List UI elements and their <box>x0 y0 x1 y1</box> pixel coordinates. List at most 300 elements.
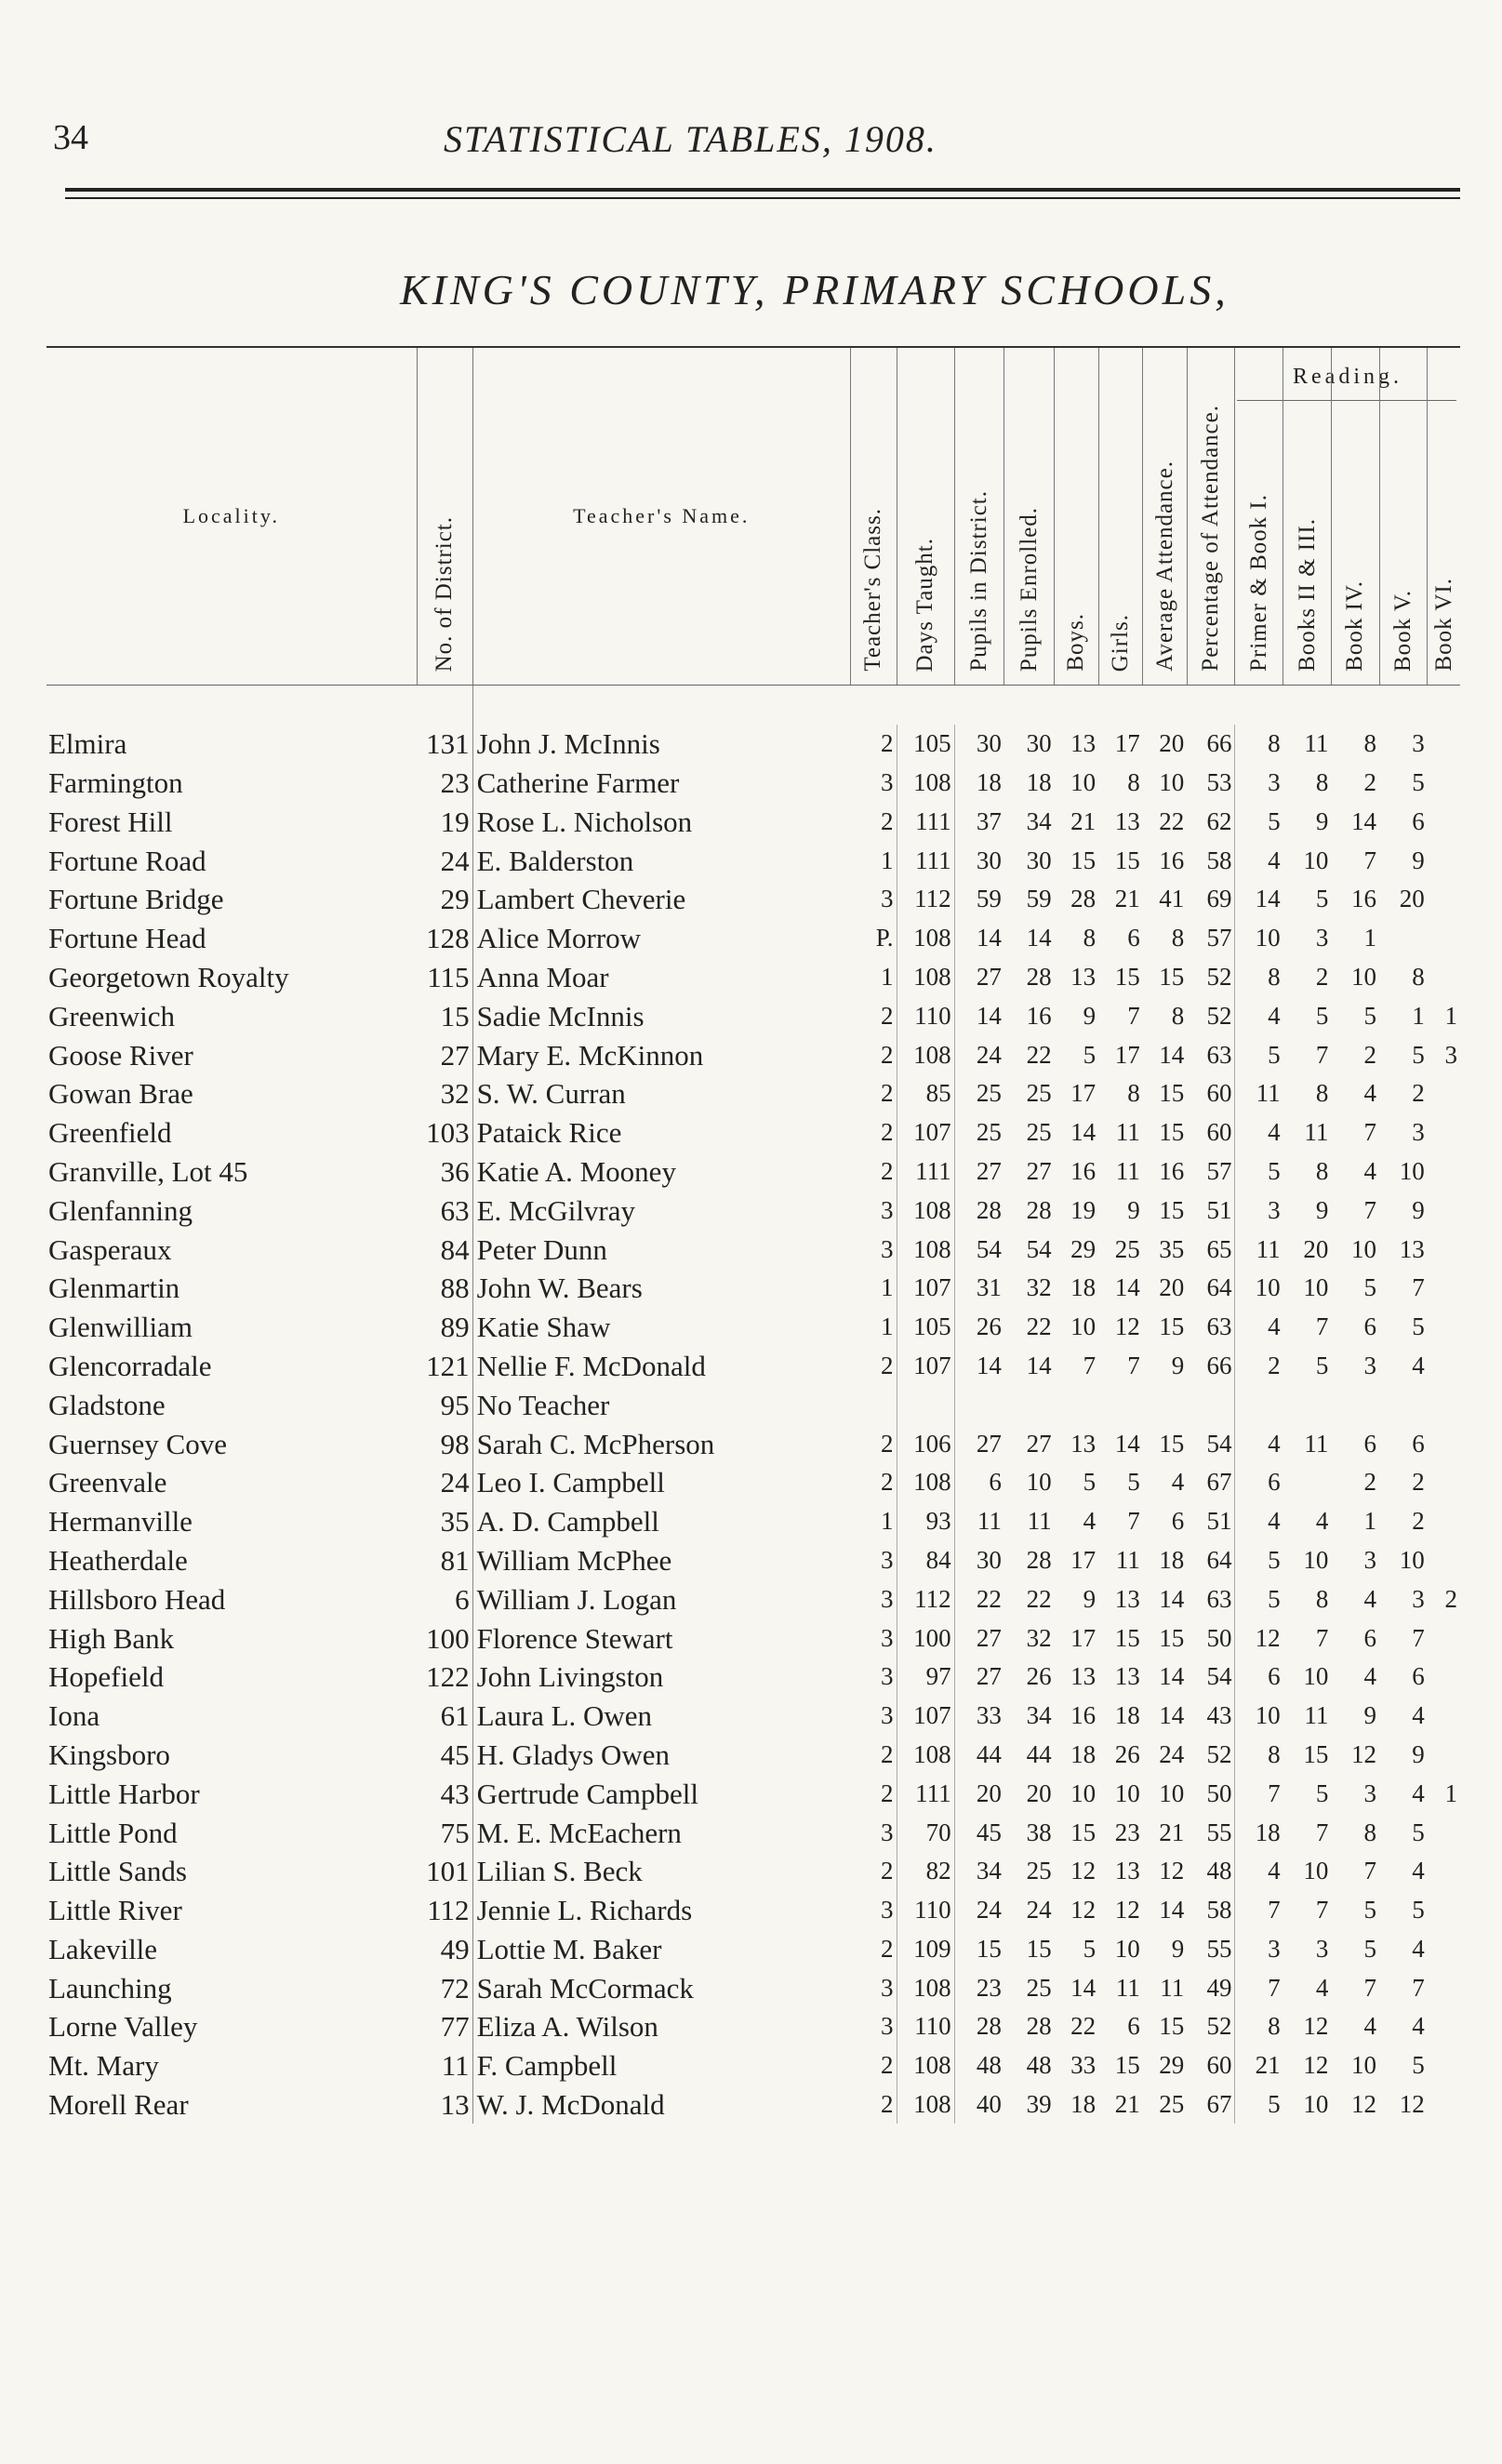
district-cell: 6 <box>455 1582 470 1616</box>
book-5-cell: 5 <box>1412 1312 1425 1341</box>
book-6-cell <box>1428 1113 1460 1152</box>
girls-cell: 25 <box>1114 1234 1140 1263</box>
teacher-cell: Peter Dunn <box>472 1230 850 1269</box>
days-taught-cell: 108 <box>897 1968 954 2007</box>
days-taught-cell: 108 <box>897 2085 954 2124</box>
teacher-cell: Sarah C. McPherson <box>472 1424 850 1463</box>
girls-cell: 21 <box>1114 2090 1140 2119</box>
table-row <box>47 1074 1460 1113</box>
girls-cell: 6 <box>1127 924 1140 952</box>
pupils-enrolled-cell: 16 <box>1026 1001 1052 1030</box>
book-5-cell: 5 <box>1412 1040 1425 1069</box>
pupils-enrolled-cell: 22 <box>1026 1584 1052 1613</box>
pct-attendance-cell: 55 <box>1206 1934 1232 1963</box>
district-cell: 29 <box>440 883 470 916</box>
boys-cell: 8 <box>1083 924 1097 952</box>
spacer-cell <box>1331 686 1379 725</box>
girls-cell: 15 <box>1114 846 1140 874</box>
teacher-cell: Leo I. Campbell <box>472 1463 850 1502</box>
girls-cell: 26 <box>1114 1739 1140 1768</box>
pct-attendance-cell: 50 <box>1206 1623 1232 1652</box>
books-2-3-cell: 2 <box>1315 962 1329 991</box>
book-6-cell: 2 <box>1444 1584 1457 1613</box>
books-2-3-cell: 10 <box>1303 846 1329 874</box>
pupils-district-cell: 59 <box>954 880 1004 919</box>
pct-attendance-cell: 51 <box>1206 1195 1232 1224</box>
pupils-enrolled-cell: 22 <box>1026 1312 1052 1341</box>
pupils-enrolled-cell: 28 <box>1026 962 1052 991</box>
days-taught-cell: 85 <box>897 1074 954 1113</box>
avg-attendance-cell: 10 <box>1159 767 1185 796</box>
pupils-district-cell: 30 <box>954 841 1004 880</box>
locality-cell: Glenwilliam <box>48 1311 193 1344</box>
district-cell: 15 <box>440 999 470 1032</box>
primer-cell: 5 <box>1235 2085 1283 2124</box>
book-5-cell: 3 <box>1412 1584 1425 1613</box>
book-4-cell: 16 <box>1351 885 1377 913</box>
boys-cell: 28 <box>1070 885 1097 913</box>
avg-attendance-cell: 35 <box>1159 1234 1185 1263</box>
col-teacher-class: Teacher's Class. <box>850 347 897 686</box>
primer-cell: 3 <box>1235 764 1283 803</box>
teacher-class-cell: 2 <box>881 1468 894 1497</box>
table-row <box>47 2085 1460 2124</box>
table-row <box>47 1852 1460 1891</box>
pct-attendance-cell: 64 <box>1206 1545 1232 1574</box>
spacer-cell <box>1004 686 1055 725</box>
pupils-enrolled-cell: 25 <box>1026 1973 1052 2002</box>
pct-attendance-cell: 67 <box>1206 2090 1232 2119</box>
book-5-cell: 5 <box>1412 1818 1425 1846</box>
pct-attendance-cell: 52 <box>1206 1001 1232 1030</box>
district-cell: 36 <box>440 1154 470 1188</box>
teacher-class-cell: 2 <box>881 1351 894 1379</box>
teacher-cell: Jennie L. Richards <box>472 1891 850 1930</box>
book-6-cell <box>1428 1891 1460 1930</box>
locality-cell: Fortune Road <box>48 844 206 877</box>
avg-attendance-cell: 4 <box>1171 1468 1185 1497</box>
books-2-3-cell: 5 <box>1315 885 1329 913</box>
book-6-cell <box>1428 1347 1460 1386</box>
col-pupils-district: Pupils in District. <box>954 347 1004 686</box>
locality-cell: Granville, Lot 45 <box>48 1154 248 1188</box>
boys-cell: 17 <box>1070 1623 1097 1652</box>
books-2-3-cell: 5 <box>1315 1001 1329 1030</box>
district-cell: 77 <box>440 2010 470 2044</box>
boys-cell: 18 <box>1070 1739 1097 1768</box>
col-book-4: Book IV. <box>1331 347 1379 686</box>
pupils-district-cell: 23 <box>954 1968 1004 2007</box>
primer-cell: 2 <box>1235 1347 1283 1386</box>
days-taught-cell: 100 <box>897 1618 954 1658</box>
col-book-5: Book V. <box>1379 347 1428 686</box>
teacher-cell: John Livingston <box>472 1658 850 1697</box>
primer-cell: 10 <box>1235 919 1283 958</box>
locality-cell: Lakeville <box>48 1932 158 1965</box>
teacher-class-cell: 2 <box>881 2051 894 2080</box>
locality-cell: Hermanville <box>48 1505 193 1538</box>
books-2-3-cell: 10 <box>1303 1545 1329 1574</box>
book-6-cell <box>1428 764 1460 803</box>
pct-attendance-cell: 54 <box>1206 1429 1232 1458</box>
book-4-cell: 3 <box>1363 1351 1377 1379</box>
pct-attendance-cell: 52 <box>1206 1739 1232 1768</box>
boys-cell: 29 <box>1070 1234 1097 1263</box>
girls-cell: 14 <box>1114 1273 1140 1302</box>
books-2-3-cell: 15 <box>1303 1739 1329 1768</box>
book-5-cell: 6 <box>1412 1429 1425 1458</box>
table-row <box>47 1463 1460 1502</box>
primer-cell: 4 <box>1235 1308 1283 1347</box>
teacher-class-cell: 3 <box>881 1973 894 2002</box>
boys-cell: 21 <box>1070 806 1097 835</box>
primer-cell: 8 <box>1235 1736 1283 1775</box>
days-taught-cell: 108 <box>897 1191 954 1230</box>
pupils-district-cell: 45 <box>954 1813 1004 1852</box>
district-cell: 43 <box>440 1777 470 1810</box>
table-row <box>47 1347 1460 1386</box>
book-4-cell: 2 <box>1363 1040 1377 1069</box>
locality-cell: Little Harbor <box>48 1777 200 1810</box>
table-row <box>47 1774 1460 1813</box>
pct-attendance-cell: 63 <box>1206 1584 1232 1613</box>
teacher-class-cell: 2 <box>881 2090 894 2119</box>
book-5-cell: 6 <box>1412 806 1425 835</box>
pupils-district-cell: 40 <box>954 2085 1004 2124</box>
pct-attendance-cell: 60 <box>1206 1079 1232 1108</box>
table-row <box>47 1579 1460 1618</box>
book-4-cell: 5 <box>1363 1001 1377 1030</box>
spacer-cell <box>954 686 1004 725</box>
book-4-cell: 7 <box>1363 1973 1377 2002</box>
teacher-cell: Mary E. McKinnon <box>472 1035 850 1074</box>
pupils-enrolled-cell: 20 <box>1026 1778 1052 1807</box>
avg-attendance-cell: 15 <box>1159 2012 1185 2041</box>
book-4-cell: 10 <box>1351 2051 1377 2080</box>
days-taught-cell: 110 <box>897 996 954 1035</box>
statistics-table-wrap <box>47 346 1460 2124</box>
locality-cell: Glencorradale <box>48 1349 212 1382</box>
pupils-district-cell: 34 <box>954 1852 1004 1891</box>
girls-cell: 17 <box>1114 1040 1140 1069</box>
locality-cell: Hillsboro Head <box>48 1582 226 1616</box>
book-5-cell <box>1379 919 1428 958</box>
book-4-cell: 2 <box>1363 1468 1377 1497</box>
avg-attendance-cell: 15 <box>1159 1623 1185 1652</box>
locality-cell: Gasperaux <box>48 1232 172 1266</box>
boys-cell: 15 <box>1070 1818 1097 1846</box>
primer-cell: 4 <box>1235 996 1283 1035</box>
pct-attendance-cell: 66 <box>1206 1351 1232 1379</box>
pct-attendance-cell: 53 <box>1206 767 1232 796</box>
days-taught-cell: 97 <box>897 1658 954 1697</box>
days-taught-cell: 108 <box>897 958 954 997</box>
book-4-cell: 4 <box>1363 1662 1377 1691</box>
pupils-district-cell: 37 <box>954 802 1004 841</box>
boys-cell: 17 <box>1070 1545 1097 1574</box>
district-cell: 128 <box>426 922 470 955</box>
teacher-cell: E. McGilvray <box>472 1191 850 1230</box>
boys-cell: 12 <box>1070 1896 1097 1925</box>
avg-attendance-cell: 15 <box>1159 1312 1185 1341</box>
books-2-3-cell: 10 <box>1303 1273 1329 1302</box>
avg-attendance-cell: 15 <box>1159 1079 1185 1108</box>
pupils-enrolled-cell: 27 <box>1026 1156 1052 1185</box>
book-4-cell: 4 <box>1363 1156 1377 1185</box>
days-taught-cell: 105 <box>897 1308 954 1347</box>
primer-cell: 4 <box>1235 1502 1283 1541</box>
book-6-cell <box>1428 1618 1460 1658</box>
district-cell: 131 <box>426 727 470 761</box>
teacher-class-cell: 3 <box>881 1662 894 1691</box>
pupils-enrolled-cell: 25 <box>1026 1118 1052 1147</box>
girls-cell <box>1098 1385 1143 1424</box>
pupils-enrolled-cell: 25 <box>1026 1857 1052 1885</box>
pct-attendance-cell: 55 <box>1206 1818 1232 1846</box>
book-4-cell: 6 <box>1363 1429 1377 1458</box>
locality-cell: Fortune Head <box>48 922 206 955</box>
pupils-enrolled-cell: 10 <box>1026 1468 1052 1497</box>
locality-cell: Little Sands <box>48 1855 187 1888</box>
table-title: KING'S COUNTY, PRIMARY SCHOOLS, <box>400 266 1230 313</box>
pupils-enrolled-cell: 48 <box>1026 2051 1052 2080</box>
pupils-district-cell: 24 <box>954 1035 1004 1074</box>
teacher-class-cell: 2 <box>881 1079 894 1108</box>
teacher-cell: F. Campbell <box>472 2046 850 2085</box>
col-boys: Boys. <box>1055 347 1099 686</box>
book-6-cell <box>1428 1463 1460 1502</box>
table-row <box>47 1968 1460 2007</box>
books-2-3-cell: 7 <box>1315 1312 1329 1341</box>
books-2-3-cell: 10 <box>1303 2090 1329 2119</box>
pupils-enrolled-cell: 11 <box>1027 1507 1052 1536</box>
primer-cell: 6 <box>1235 1463 1283 1502</box>
teacher-class-cell: 2 <box>881 1857 894 1885</box>
table-row <box>47 1269 1460 1308</box>
primer-cell: 11 <box>1235 1074 1283 1113</box>
table-row <box>47 2046 1460 2085</box>
books-2-3-cell: 7 <box>1315 1896 1329 1925</box>
teacher-cell: Katie Shaw <box>472 1308 850 1347</box>
avg-attendance-cell: 11 <box>1160 1973 1185 2002</box>
book-6-cell <box>1428 2085 1460 2124</box>
pupils-district-cell: 54 <box>954 1230 1004 1269</box>
book-5-cell: 20 <box>1399 885 1425 913</box>
teacher-class-cell: P. <box>875 924 894 952</box>
teacher-class-cell: 2 <box>881 806 894 835</box>
table-row <box>47 1385 1460 1424</box>
teacher-cell: Catherine Farmer <box>472 764 850 803</box>
avg-attendance-cell <box>1143 1385 1188 1424</box>
book-5-cell: 2 <box>1412 1507 1425 1536</box>
book-6-cell <box>1428 1308 1460 1347</box>
locality-cell: Hopefield <box>48 1660 164 1694</box>
pupils-enrolled-cell <box>1004 1385 1055 1424</box>
table-row <box>47 2007 1460 2046</box>
girls-cell: 8 <box>1127 1079 1140 1108</box>
girls-cell: 13 <box>1114 1857 1140 1885</box>
teacher-class-cell: 3 <box>881 1818 894 1846</box>
book-4-cell: 14 <box>1351 806 1377 835</box>
teacher-cell: Lilian S. Beck <box>472 1852 850 1891</box>
book-6-cell <box>1428 2046 1460 2085</box>
boys-cell: 16 <box>1070 1156 1097 1185</box>
avg-attendance-cell: 16 <box>1159 1156 1185 1185</box>
spacer-cell <box>417 686 472 725</box>
book-6-cell <box>1428 725 1460 764</box>
pupils-enrolled-cell: 25 <box>1026 1079 1052 1108</box>
book-4-cell: 4 <box>1363 2012 1377 2041</box>
teacher-cell: John W. Bears <box>472 1269 850 1308</box>
teacher-class-cell: 3 <box>881 1195 894 1224</box>
boys-cell: 4 <box>1083 1507 1097 1536</box>
pct-attendance-cell: 66 <box>1206 729 1232 758</box>
boys-cell: 10 <box>1070 1312 1097 1341</box>
district-cell: 101 <box>426 1855 470 1888</box>
girls-cell: 21 <box>1114 885 1140 913</box>
book-5-cell: 3 <box>1412 1118 1425 1147</box>
books-2-3-cell: 3 <box>1315 1934 1329 1963</box>
table-row <box>47 1191 1460 1230</box>
boys-cell: 5 <box>1083 1040 1097 1069</box>
book-5-cell: 3 <box>1412 729 1425 758</box>
table-row <box>47 1541 1460 1580</box>
spacer-cell <box>1235 686 1283 725</box>
district-cell: 75 <box>440 1816 470 1849</box>
header-row <box>47 347 1460 686</box>
pupils-enrolled-cell: 32 <box>1026 1273 1052 1302</box>
col-pct-attendance: Percentage of Attendance. <box>1187 347 1235 686</box>
girls-cell: 12 <box>1114 1312 1140 1341</box>
book-4-cell: 10 <box>1351 1234 1377 1263</box>
days-taught-cell: 108 <box>897 2046 954 2085</box>
district-cell: 11 <box>441 2049 470 2083</box>
teacher-class-cell: 3 <box>881 2012 894 2041</box>
district-cell: 72 <box>440 1971 470 2004</box>
book-4-cell: 7 <box>1363 1195 1377 1224</box>
book-4-cell: 6 <box>1363 1312 1377 1341</box>
book-4-cell: 7 <box>1363 846 1377 874</box>
locality-cell: Little River <box>48 1894 182 1927</box>
pupils-enrolled-cell: 59 <box>1026 885 1052 913</box>
pupils-enrolled-cell: 30 <box>1026 846 1052 874</box>
boys-cell: 16 <box>1070 1701 1097 1730</box>
teacher-class-cell: 3 <box>881 885 894 913</box>
table-row <box>47 841 1460 880</box>
teacher-cell: M. E. McEachern <box>472 1813 850 1852</box>
days-taught-cell: 106 <box>897 1424 954 1463</box>
table-row <box>47 1113 1460 1152</box>
avg-attendance-cell: 15 <box>1159 1429 1185 1458</box>
table-row <box>47 1736 1460 1775</box>
district-cell: 27 <box>440 1038 470 1072</box>
book-6-cell <box>1428 1230 1460 1269</box>
book-4-cell: 10 <box>1351 962 1377 991</box>
pupils-district-cell: 30 <box>954 1541 1004 1580</box>
avg-attendance-cell: 20 <box>1159 729 1185 758</box>
girls-cell: 10 <box>1114 1934 1140 1963</box>
book-5-cell: 4 <box>1412 1857 1425 1885</box>
col-pupils-enrolled: Pupils Enrolled. <box>1004 347 1055 686</box>
girls-cell: 7 <box>1127 1507 1140 1536</box>
days-taught-cell: 93 <box>897 1502 954 1541</box>
days-taught-cell: 107 <box>897 1347 954 1386</box>
pupils-district-cell: 48 <box>954 2046 1004 2085</box>
avg-attendance-cell: 24 <box>1159 1739 1185 1768</box>
teacher-cell: William McPhee <box>472 1541 850 1580</box>
book-4-cell: 2 <box>1363 767 1377 796</box>
book-4-cell: 5 <box>1363 1273 1377 1302</box>
days-taught-cell: 108 <box>897 1230 954 1269</box>
district-cell: 81 <box>440 1543 470 1577</box>
girls-cell: 9 <box>1127 1195 1140 1224</box>
book-6-cell <box>1428 1424 1460 1463</box>
book-5-cell: 8 <box>1412 962 1425 991</box>
pct-attendance-cell: 48 <box>1206 1857 1232 1885</box>
pupils-district-cell: 31 <box>954 1269 1004 1308</box>
pupils-district-cell: 25 <box>954 1113 1004 1152</box>
district-cell: 121 <box>426 1349 470 1382</box>
pupils-enrolled-cell: 28 <box>1026 2012 1052 2041</box>
teacher-class-cell: 3 <box>881 1623 894 1652</box>
pupils-enrolled-cell: 26 <box>1026 1662 1052 1691</box>
spacer-cell <box>1187 686 1235 725</box>
books-2-3-cell: 4 <box>1315 1507 1329 1536</box>
col-avg-attendance: Average Attendance. <box>1143 347 1188 686</box>
primer-cell: 18 <box>1235 1813 1283 1852</box>
col-teacher: Teacher's Name. <box>472 347 850 686</box>
teacher-cell: E. Balderston <box>472 841 850 880</box>
girls-cell: 7 <box>1127 1001 1140 1030</box>
pupils-enrolled-cell: 28 <box>1026 1545 1052 1574</box>
teacher-class-cell: 3 <box>881 1584 894 1613</box>
book-6-cell <box>1428 1502 1460 1541</box>
col-district: No. of District. <box>417 347 472 686</box>
table-row <box>47 802 1460 841</box>
book-4-cell: 5 <box>1363 1934 1377 1963</box>
locality-cell: Heatherdale <box>48 1543 188 1577</box>
boys-cell: 33 <box>1070 2051 1097 2080</box>
primer-cell: 8 <box>1235 2007 1283 2046</box>
statistics-table <box>47 346 1460 2124</box>
pupils-enrolled-cell: 34 <box>1026 806 1052 835</box>
col-girls: Girls. <box>1098 347 1143 686</box>
books-2-3-cell: 5 <box>1315 1778 1329 1807</box>
days-taught-cell: 108 <box>897 1463 954 1502</box>
boys-cell: 15 <box>1070 846 1097 874</box>
book-5-cell: 13 <box>1399 1234 1425 1263</box>
locality-cell: Greenfield <box>48 1116 172 1150</box>
girls-cell: 15 <box>1114 1623 1140 1652</box>
books-2-3-cell: 11 <box>1304 1429 1329 1458</box>
boys-cell: 9 <box>1083 1001 1097 1030</box>
teacher-class-cell <box>850 1385 897 1424</box>
primer-cell: 3 <box>1235 1930 1283 1969</box>
days-taught-cell: 110 <box>897 1891 954 1930</box>
boys-cell: 17 <box>1070 1079 1097 1108</box>
table-row <box>47 1152 1460 1192</box>
book-5-cell: 4 <box>1412 1701 1425 1730</box>
avg-attendance-cell: 14 <box>1159 1584 1185 1613</box>
locality-cell: High Bank <box>48 1621 175 1655</box>
girls-cell: 13 <box>1114 806 1140 835</box>
teacher-class-cell: 2 <box>881 1778 894 1807</box>
spacer-row <box>47 686 1460 725</box>
pupils-district-cell: 14 <box>954 1347 1004 1386</box>
book-5-cell: 4 <box>1412 1351 1425 1379</box>
book-5-cell: 7 <box>1412 1273 1425 1302</box>
teacher-cell: Florence Stewart <box>472 1618 850 1658</box>
